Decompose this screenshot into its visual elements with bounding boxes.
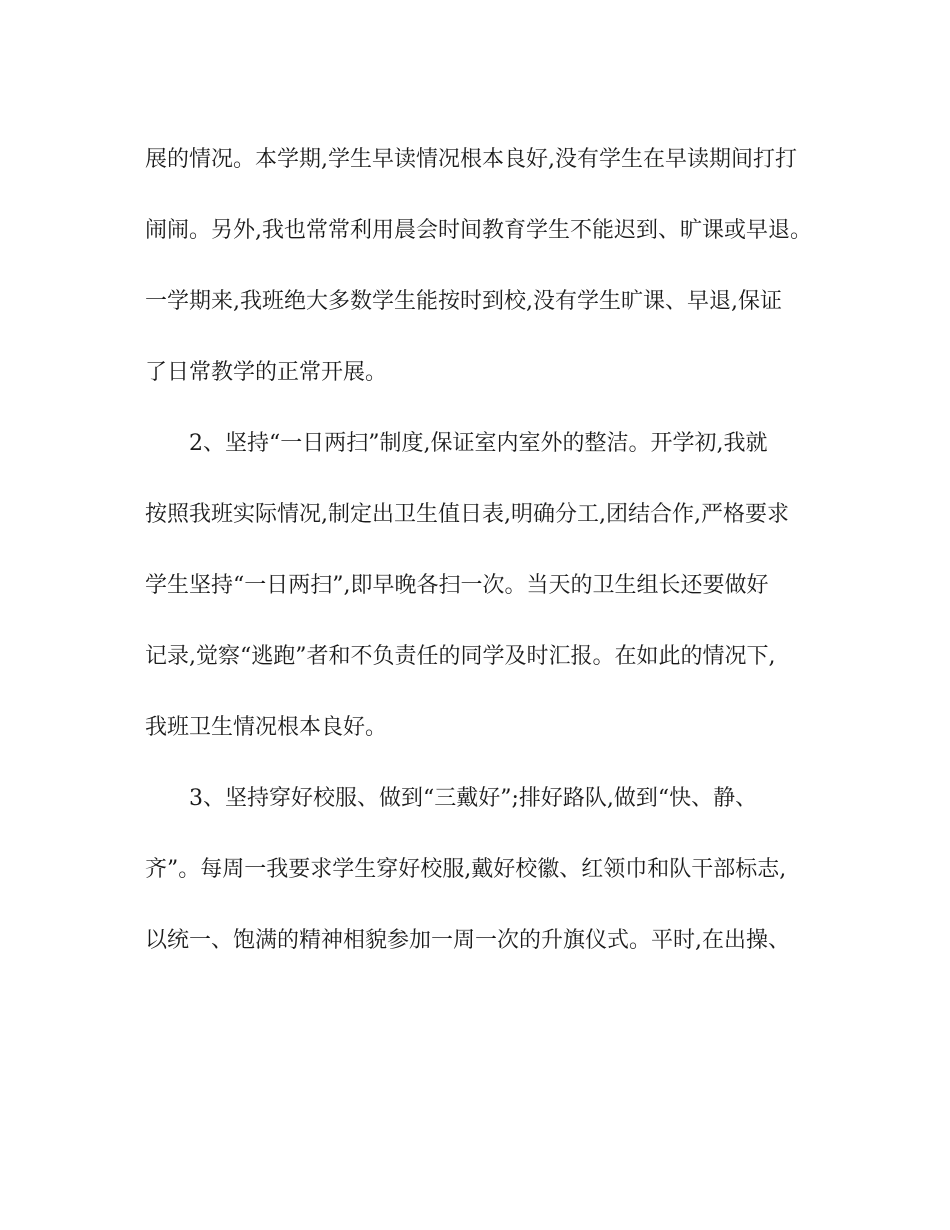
text-line-3: 一学期来,我班绝大多数学生能按时到校,没有学生旷课、早退,保证 — [145, 289, 782, 314]
paragraph-2-line-5: 我班卫生情况根本良好。 — [145, 715, 388, 740]
paragraph-2-line-3: 学生坚持“一日两扫”,即早晚各扫一次。当天的卫生组长还要做好 — [145, 573, 769, 598]
paragraph-3-line-2: 齐”。每周一我要求学生穿好校服,戴好校徽、红领巾和队干部标志, — [145, 857, 787, 882]
text-line-4: 了日常教学的正常开展。 — [145, 360, 388, 385]
text-line-1: 展的情况。本学期,学生早读情况根本良好,没有学生在早读期间打打 — [145, 147, 797, 172]
paragraph-3-line-3: 以统一、饱满的精神相貌参加一周一次的升旗仪式。平时,在出操、 — [145, 928, 790, 953]
paragraph-2-line-4: 记录,觉察“逃跑”者和不负责任的同学及时汇报。在如此的情况下, — [145, 644, 776, 669]
text-line-2: 闹闹。另外,我也常常利用晨会时间教育学生不能迟到、旷课或早退。 — [145, 218, 812, 243]
paragraph-3-line-1: 3、坚持穿好校服、做到“三戴好”;排好路队,做到“快、静、 — [189, 786, 758, 811]
paragraph-2-line-2: 按照我班实际情况,制定出卫生值日表,明确分工,团结合作,严格要求 — [145, 502, 789, 527]
paragraph-2-line-1: 2、坚持“一日两扫”制度,保证室内室外的整洁。开学初,我就 — [189, 431, 768, 456]
document-body — [145, 134, 815, 986]
